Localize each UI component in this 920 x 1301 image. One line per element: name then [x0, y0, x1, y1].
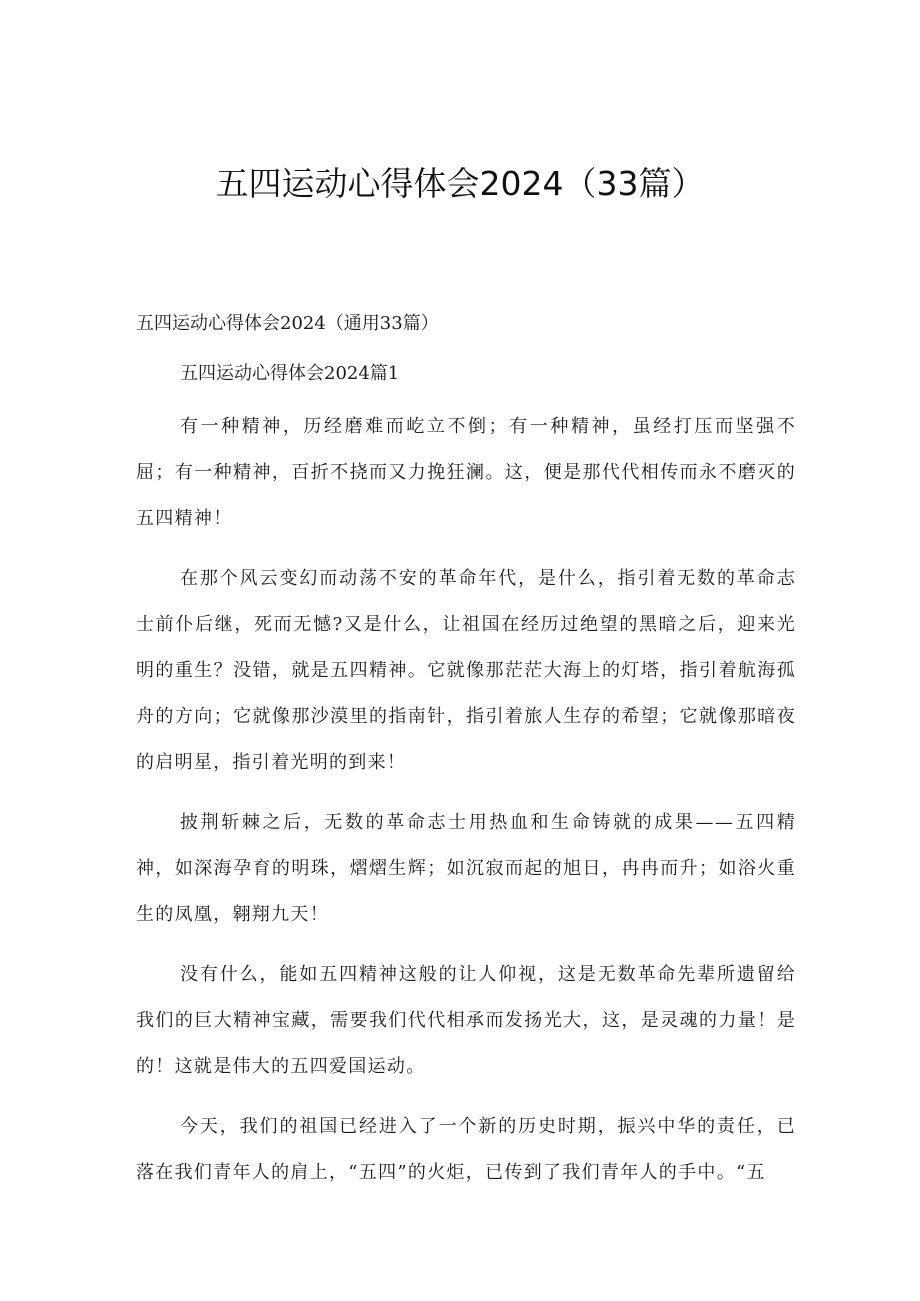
document-body — [136, 308, 796, 1196]
section-heading: 五四运动心得体会2024篇1 — [180, 363, 400, 384]
paragraph-3: 披荆斩棘之后，无数的革命志士用热血和生命铸就的成果——五四精神，如深海孕育的明珠，熠熠生辉；如沉寂而起的旭日，冉冉而升；如浴火重生的凤凰，翱翔九天！ — [136, 812, 796, 925]
document-title: 五四运动心得体会2024（33篇） — [215, 164, 705, 203]
paragraph-5: 今天，我们的祖国已经进入了一个新的历史时期，振兴中华的责任，已落在我们青年人的肩上，“五四”的火炬，已传到了我们青年人的手中。“五 — [136, 1116, 796, 1183]
paragraph-4: 没有什么，能如五四精神这般的让人仰视，这是无数革命先辈所遗留给我们的巨大精神宝藏，需要我们代代相承而发扬光大，这，是灵魂的力量！是的！这就是伟大的五四爱国运动。 — [136, 964, 796, 1077]
document-subtitle: 五四运动心得体会2024（通用33篇） — [136, 313, 439, 334]
paragraph-2: 在那个风云变幻而动荡不安的革命年代，是什么，指引着无数的革命志士前仆后继，死而无憾?又是什么，让祖国在经历过绝望的黑暗之后，迎来光明的重生？没错，就是五四精神。它就像那茫茫大海上的灯塔，指引着航海孤舟的方向；它就像那沙漠里的指南针，指引着旅人生存的希望；它就像那暗夜的启明星，指引着光明的到来！ — [136, 568, 796, 773]
paragraph-1: 有一种精神，历经磨难而屹立不倒；有一种精神，虽经打压而坚强不屈；有一种精神，百折不挠而又力挽狂澜。这，便是那代代相传而永不磨灭的五四精神！ — [136, 416, 796, 529]
